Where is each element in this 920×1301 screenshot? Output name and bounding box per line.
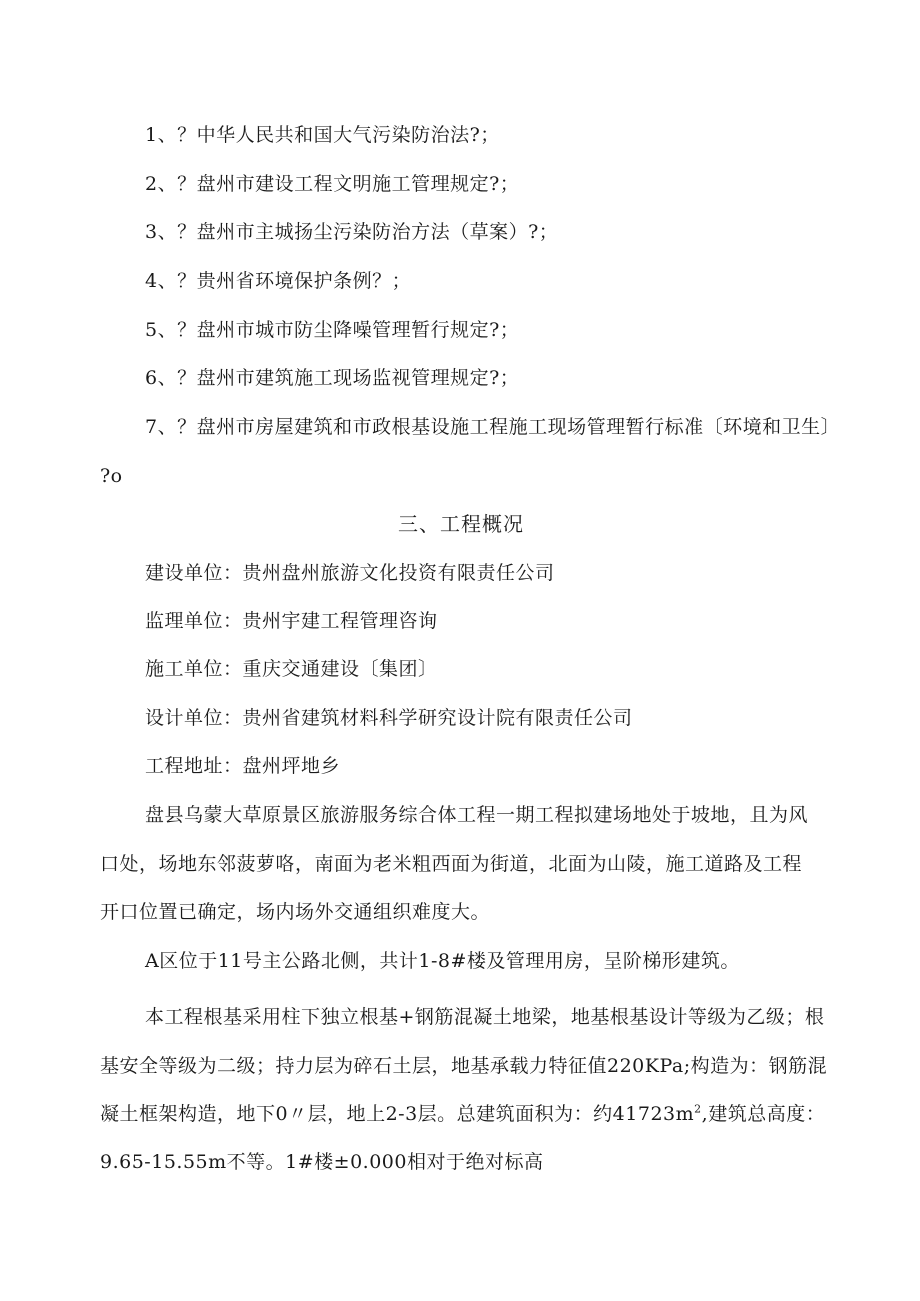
paragraph-line: [100, 1102, 825, 1126]
info-designer: 设计单位：贵州省建筑材料科学研究设计院有限责任公司: [145, 707, 633, 729]
section-title: 三、工程概况: [398, 512, 524, 536]
paragraph-line: 本工程根基采用柱下独立根基+钢筋混凝土地梁，地基根基设计等级为乙级；根: [145, 1006, 825, 1028]
paragraph-line: 9.65-15.55m不等。1#楼±0.000相对于绝对标高: [100, 1151, 544, 1173]
height-text: ,建筑总高度：: [701, 1103, 826, 1125]
paragraph-line: 开口位置已确定，场内场外交通组织难度大。: [100, 901, 491, 923]
info-contractor: 施工单位：重庆交通建设〔集团〕: [145, 658, 438, 680]
paragraph-line: 盘县乌蒙大草原景区旅游服务综合体工程一期工程拟建场地处于坡地，且为风: [145, 804, 809, 826]
regulation-item: 5、？盘州市城市防尘降噪管理暂行规定?；: [145, 319, 520, 341]
info-builder: 建设单位：贵州盘州旅游文化投资有限责任公司: [145, 562, 555, 584]
regulation-item: 1、？中华人民共和国大气污染防治法?；: [145, 124, 500, 146]
paragraph-line: 基安全等级为二级；持力层为碎石土层，地基承载力特征值220KPa;构造为：钢筋混: [100, 1055, 828, 1077]
regulation-item-continuation: ?o: [100, 465, 123, 487]
regulation-item: 7、？盘州市房屋建筑和市政根基设施工程施工现场管理暂行标准〔环境和卫生〕: [145, 416, 841, 438]
paragraph-line: A区位于11号主公路北侧，共计1-8#楼及管理用房，呈阶梯形建筑。: [145, 950, 740, 972]
paragraph-line: 口处，场地东邻菠萝咯，南面为老米粗西面为街道，北面为山陵，施工道路及工程: [100, 853, 803, 875]
regulation-item: 6、？盘州市建筑施工现场监视管理规定?；: [145, 367, 520, 389]
area-superscript: 2: [694, 1102, 702, 1116]
regulation-item: 2、？盘州市建设工程文明施工管理规定?；: [145, 173, 520, 195]
area-text: 凝土框架构造，地下0〃层，地上2-3层。总建筑面积为：约41723m: [100, 1103, 695, 1125]
info-supervisor: 监理单位：贵州宇建工程管理咨询: [145, 610, 438, 632]
regulation-item: 4、？贵州省环境保护条例？；: [145, 270, 412, 292]
info-address: 工程地址：盘州坪地乡: [145, 755, 341, 777]
regulation-item: 3、？盘州市主城扬尘污染防治方法（草案）?；: [145, 221, 559, 243]
